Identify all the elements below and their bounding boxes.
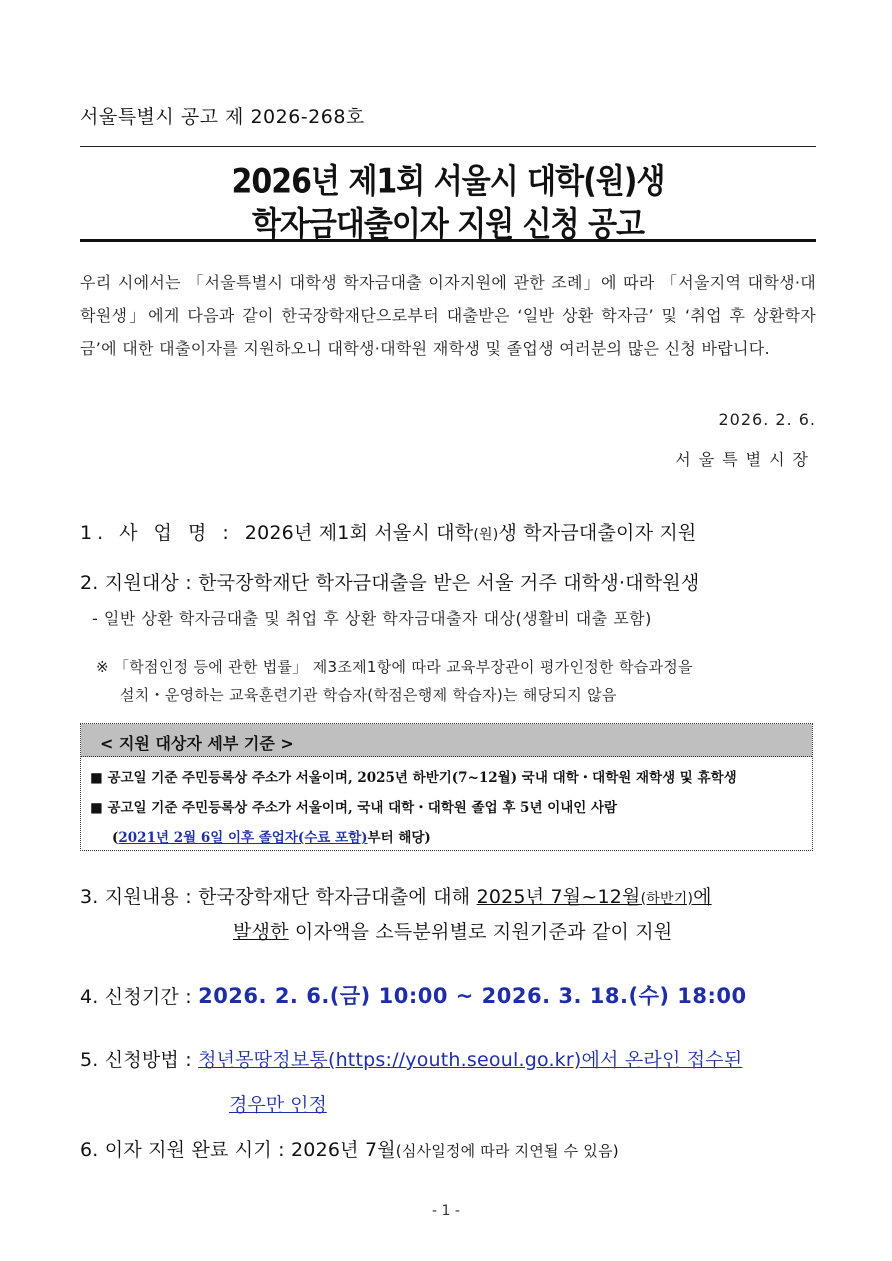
youth-portal-link[interactable]: 청년몽땅정보통(https://youth.seoul.go.kr)에서 온라인 접수된 [198, 1049, 743, 1071]
eligibility-note-line-2: 설치・운영하는 교육훈련기관 학습자(학점은행제 학습자)는 해당되지 않음 [120, 686, 617, 704]
criteria-bullet-2-continued [112, 826, 431, 846]
item-value-underlined: 2025년 7월~12월 [476, 886, 641, 908]
item-value-underlined: 에 [693, 886, 712, 908]
item-support-content [80, 882, 712, 909]
support-content-line-2 [233, 917, 672, 944]
item-label: 2. 지원대상 : [80, 572, 199, 594]
paren-open: ( [112, 830, 119, 846]
item-completion-time [80, 1135, 619, 1162]
page-number: - 1 - [432, 1203, 460, 1219]
intro-paragraph: 우리 시에서는 「서울특별시 대학생 학자금대출 이자지원에 관한 조례」에 따라 「서울지역 대학생·대학원생」에게 다음과 같이 한국장학재단으로부터 대출받은 ‘일반 상환 학자금’ 및 ‘취업 후 상환학자금’에 대한 대출이자를 지원하오니 대학생·대학원 재학생 및 졸업생 여러분의 많은 신청 바랍니다. [80, 273, 816, 358]
item-application-period [80, 980, 747, 1010]
paren-close: 부터 해당) [367, 830, 431, 846]
item-value-small: (원) [473, 527, 499, 543]
item-label: 4. 신청기간 : [80, 986, 199, 1008]
issuer: 서울특별시장 [675, 450, 816, 469]
eligibility-note-line-1: ※ 「학점인정 등에 관한 법률」 제3조제1항에 따라 교육부장관이 평가인정한 학습과정을 [96, 658, 693, 676]
item-label: 3. 지원내용 : [80, 886, 199, 908]
application-method-line-2[interactable]: 경우만 인정 [229, 1094, 327, 1116]
criteria-bullet-2: ■ 공고일 기준 주민등록상 주소가 서울이며, 국내 대학・대학원 졸업 후 5년 이내인 사람 [90, 800, 618, 816]
item-value: 생 학자금대출이자 지원 [498, 522, 697, 544]
header-divider [80, 146, 816, 147]
item-value: 이자액을 소득분위별로 지원기준과 같이 지원 [288, 921, 673, 943]
eligibility-sub: - 일반 상환 학자금대출 및 취업 후 상환 학자금대출자 대상(생활비 대출 포함) [92, 609, 652, 628]
title-line-2: 학자금대출이자 지원 신청 공고 [251, 205, 645, 245]
item-label: 5. 신청방법 : [80, 1049, 199, 1071]
criteria-bullet-1: ■ 공고일 기준 주민등록상 주소가 서울이며, 2025년 하반기(7~12월) 국내 대학・대학원 재학생 및 휴학생 [90, 770, 737, 786]
item-value-underlined: 발생한 [233, 921, 289, 943]
item-value-small: (하반기) [640, 891, 694, 907]
title-divider [80, 239, 816, 242]
item-value: 2026년 제1회 서울시 대학 [244, 522, 474, 544]
item-label: 6. 이자 지원 완료 시기 : [80, 1139, 291, 1161]
item-application-method [80, 1045, 742, 1072]
item-value: 한국장학재단 학자금대출을 받은 서울 거주 대학생·대학원생 [198, 572, 700, 594]
notice-number: 서울특별시 공고 제 2026-268호 [80, 106, 365, 128]
item-label: 1. 사 업 명 : [80, 522, 245, 544]
graduation-date-link: 2021년 2월 6일 이후 졸업자(수료 포함) [118, 830, 368, 846]
criteria-box-heading: < 지원 대상자 세부 기준 > [100, 734, 294, 753]
item-business-name [80, 518, 696, 545]
item-note: (심사일정에 따라 지연될 수 있음) [395, 1142, 619, 1160]
item-value: 2026년 7월 [291, 1139, 396, 1161]
item-eligibility [80, 568, 699, 595]
title-line-1: 2026년 제1회 서울시 대학(원)생 [231, 162, 665, 202]
item-value: 한국장학재단 학자금대출에 대해 [198, 886, 477, 908]
period-value: 2026. 2. 6.(금) 10:00 ~ 2026. 3. 18.(수) 18:00 [198, 984, 747, 1008]
notice-date: 2026. 2. 6. [718, 410, 816, 429]
